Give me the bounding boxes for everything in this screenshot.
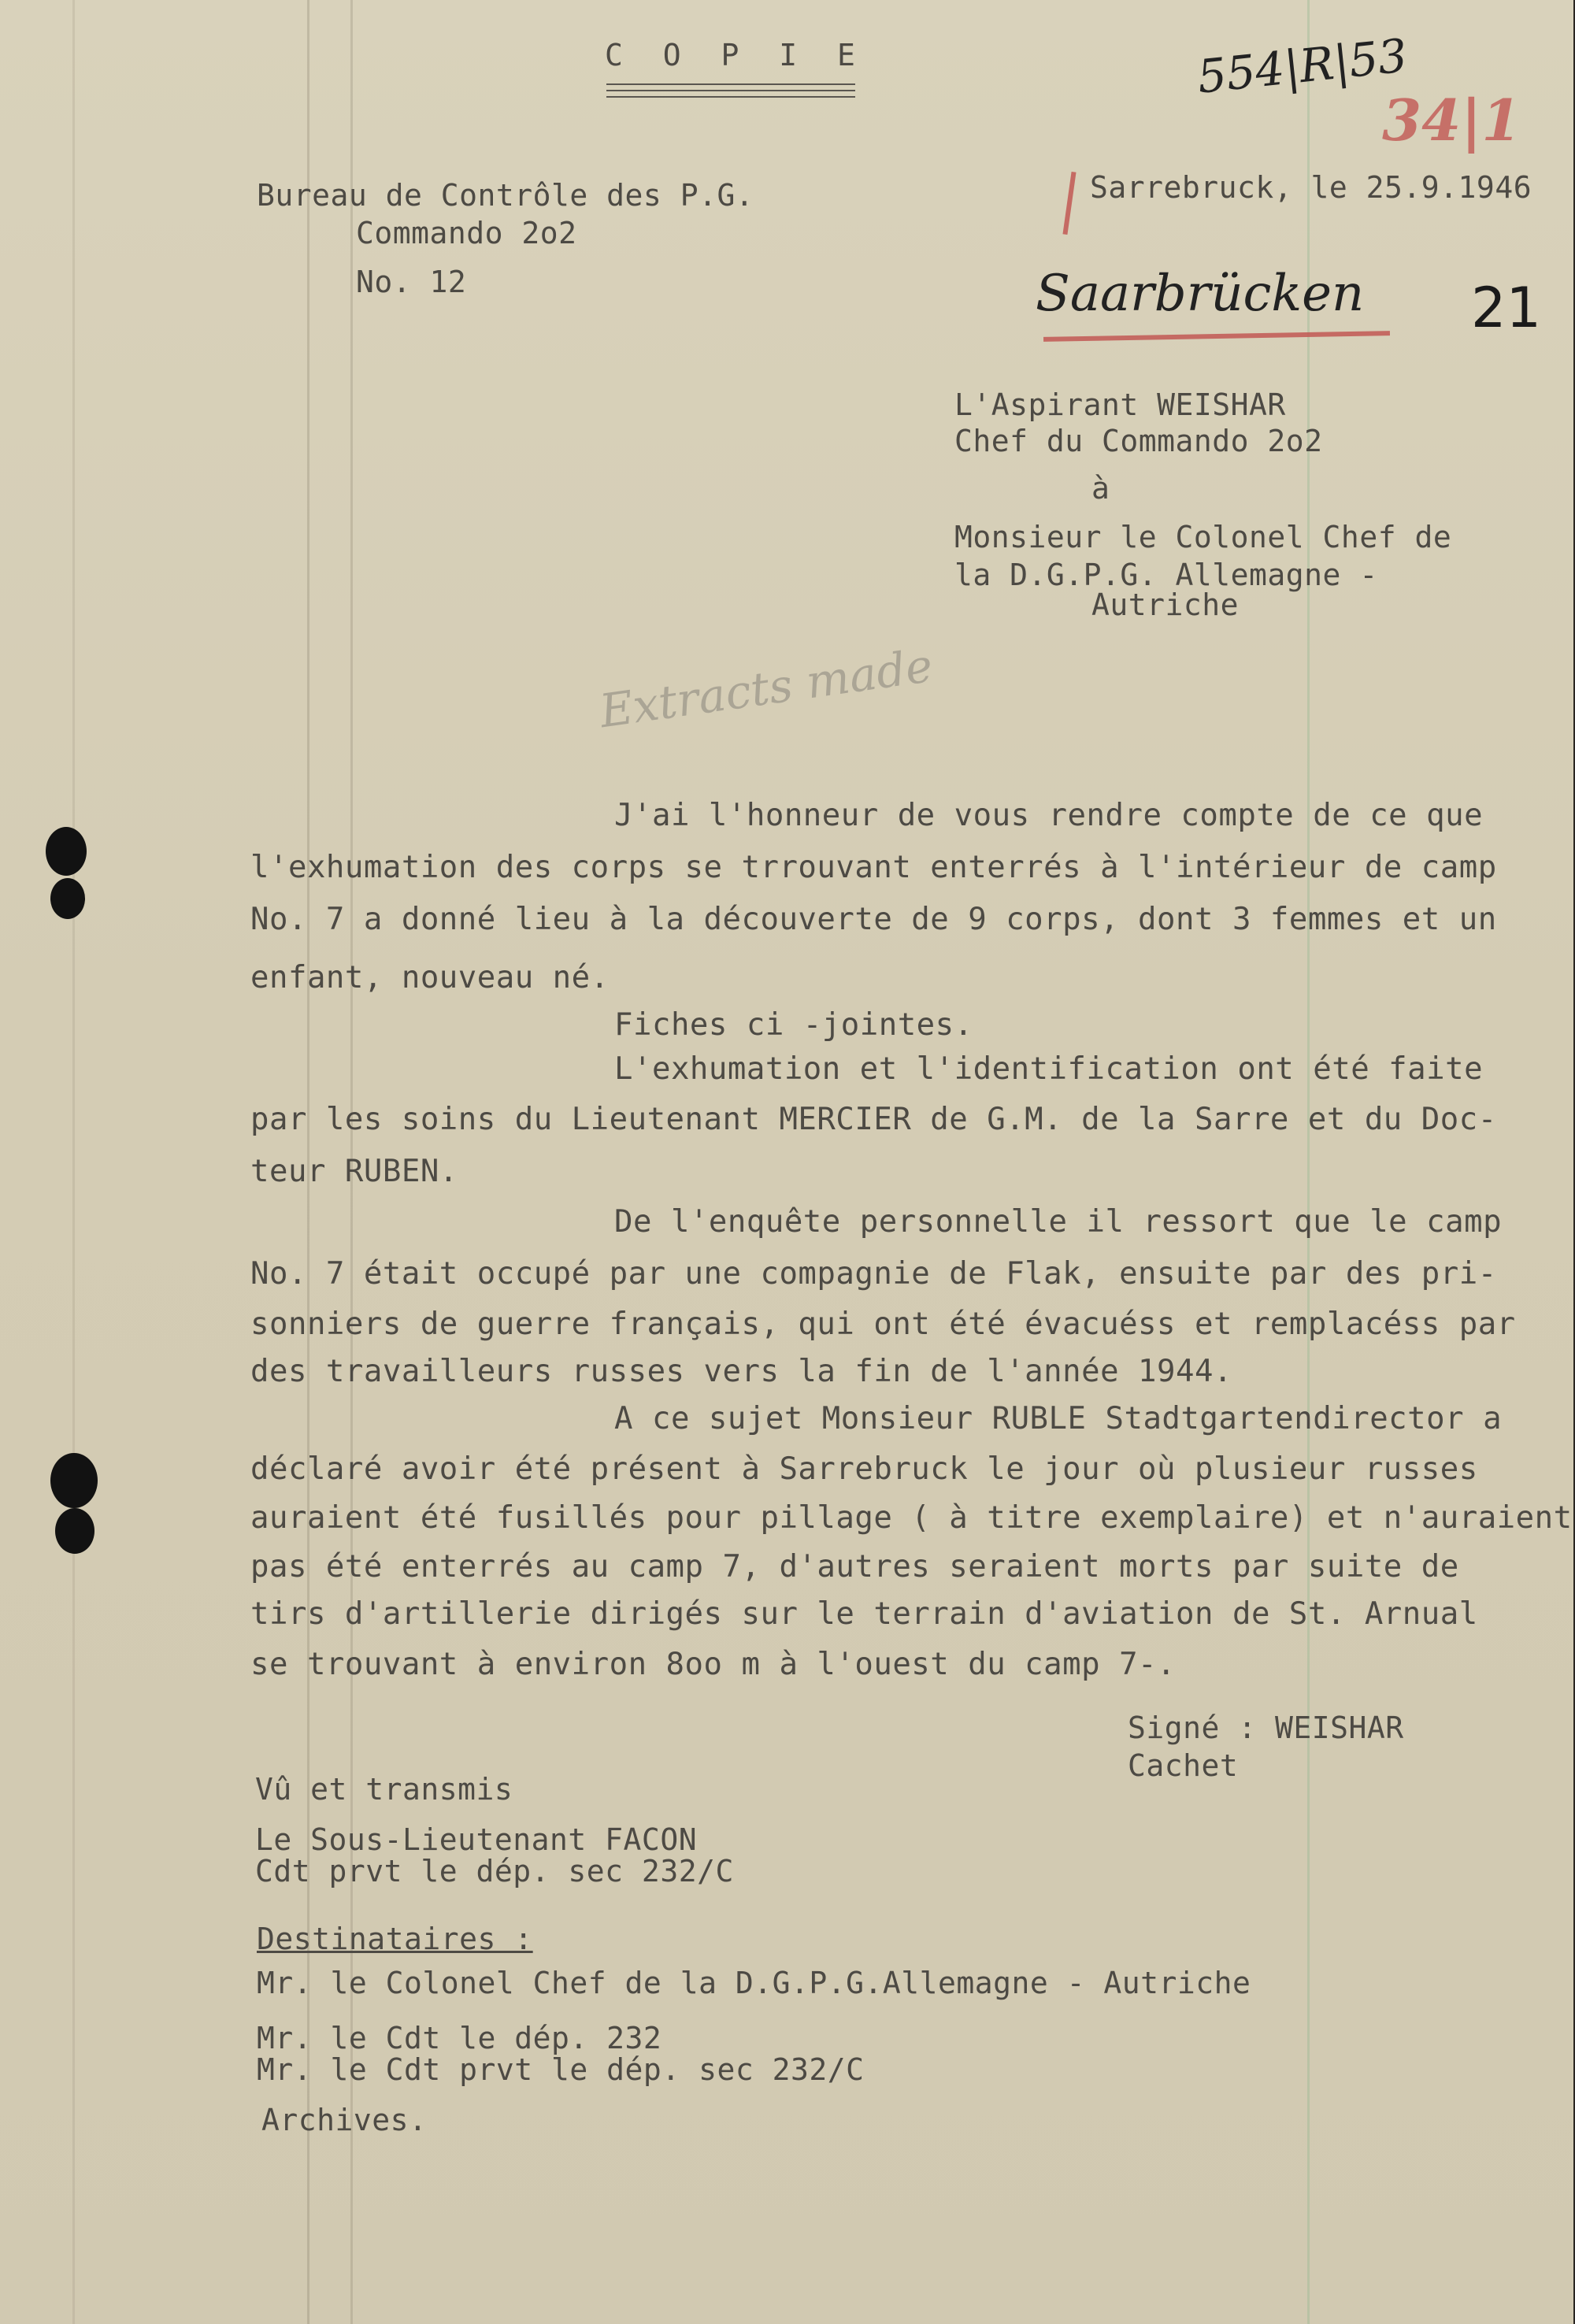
punch-hole: [50, 878, 85, 919]
red-margin-mark: [1062, 172, 1076, 235]
body-line: des travailleurs russes vers la fin de l'année 1944.: [250, 1354, 1232, 1389]
body-line: teur RUBEN.: [250, 1154, 458, 1189]
signature-line: Signé : WEISHAR: [1128, 1711, 1404, 1745]
recipients-heading: Destinataires :: [257, 1922, 533, 1956]
letter-date: Sarrebruck, le 25.9.1946: [1090, 170, 1532, 205]
addressee-line-3: à: [1091, 471, 1110, 506]
recipient-item: Archives.: [261, 2103, 428, 2137]
copie-underline: [606, 90, 855, 91]
red-underline: [1043, 331, 1390, 342]
body-line: No. 7 était occupé par une compagnie de Flak, ensuite par des pri-: [250, 1256, 1497, 1292]
addressee-line-4: Monsieur le Colonel Chef de: [954, 520, 1452, 554]
body-line: par les soins du Lieutenant MERCIER de G.M. de la Sarre et du Doc-: [250, 1102, 1497, 1137]
punch-hole: [55, 1508, 94, 1554]
recipient-item: Mr. le Colonel Chef de la D.G.P.G.Allemagne - Autriche: [257, 1966, 1251, 2000]
addressee-line-5: la D.G.P.G. Allemagne -: [954, 558, 1378, 592]
body-line: l'exhumation des corps se trrouvant enterrés à l'intérieur de camp: [250, 850, 1497, 885]
fold-line: [1307, 0, 1310, 2324]
copie-underline: [606, 96, 855, 98]
pencil-note: Extracts made: [596, 638, 936, 739]
body-line: pas été enterrés au camp 7, d'autres seraient morts par suite de: [250, 1549, 1459, 1585]
punch-hole: [50, 1453, 98, 1508]
body-line: tirs d'artillerie dirigés sur le terrain d'aviation de St. Arnual: [250, 1596, 1478, 1632]
addressee-line-2: Chef du Commando 2o2: [954, 424, 1323, 458]
signature-stamp: Cachet: [1128, 1748, 1239, 1783]
addressee-line-1: L'Aspirant WEISHAR: [954, 387, 1286, 422]
body-line: J'ai l'honneur de vous rendre compte de ce que: [614, 798, 1484, 833]
body-line: L'exhumation et l'identification ont été faite: [614, 1051, 1484, 1087]
transmission-line-1: Vû et transmis: [255, 1772, 513, 1807]
transmission-line-3: Cdt prvt le dép. sec 232/C: [255, 1854, 734, 1888]
body-line: auraient été fusillés pour pillage ( à titre exemplaire) et n'auraient: [250, 1500, 1573, 1536]
copie-underline: [606, 83, 855, 85]
recipient-item: Mr. le Cdt le dép. 232: [257, 2021, 662, 2055]
body-line: se trouvant à environ 8oo m à l'ouest du camp 7-.: [250, 1647, 1177, 1682]
body-line: A ce sujet Monsieur RUBLE Stadtgartendirector a: [614, 1401, 1503, 1436]
punch-hole: [46, 827, 87, 876]
sender-line-1: Bureau de Contrôle des P.G.: [257, 178, 754, 213]
body-line: déclaré avoir été présent à Sarrebruck le jour où plusieur russes: [250, 1451, 1478, 1487]
transmission-line-2: Le Sous-Lieutenant FACON: [255, 1822, 698, 1857]
recipient-item: Mr. le Cdt prvt le dép. sec 232/C: [257, 2052, 865, 2087]
body-line: No. 7 a donné lieu à la découverte de 9 corps, dont 3 femmes et un: [250, 902, 1497, 937]
sender-line-2: Commando 2o2: [356, 216, 577, 250]
fold-line: [72, 0, 75, 2324]
handwritten-reference: 554|R|53: [1195, 28, 1410, 104]
addressee-line-6: Autriche: [1091, 587, 1240, 622]
body-line: enfant, nouveau né.: [250, 960, 610, 995]
sender-line-3: No. 12: [356, 265, 467, 299]
page-number: 21: [1471, 276, 1542, 340]
body-line: Fiches ci -jointes.: [614, 1007, 973, 1043]
copie-title: C O P I E: [605, 38, 866, 72]
red-reference: 34|1: [1382, 87, 1521, 154]
body-line: sonniers de guerre français, qui ont été évacuéss et remplacéss par: [250, 1307, 1516, 1342]
handwritten-city: Saarbrücken: [1036, 265, 1365, 323]
body-line: De l'enquête personnelle il ressort que le camp: [614, 1204, 1503, 1240]
